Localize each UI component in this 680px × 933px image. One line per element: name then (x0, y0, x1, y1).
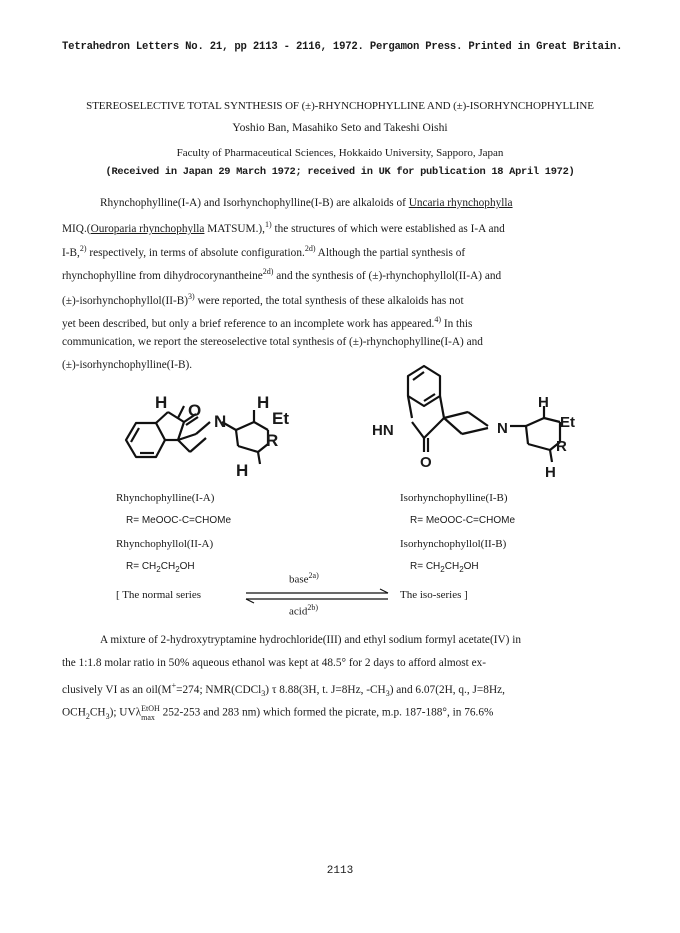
iso-hn: HN (372, 422, 394, 439)
rhyn-h-top1: H (155, 393, 168, 412)
intro-line-2: MIQ.(Ouroparia rhynchophylla MATSUM.),$^{1)}$ the structures of which were established as I-A and (62, 220, 505, 235)
body-line-3: clusively VI as an oil(M+=274; NMR(CDCl$_3$) τ 8.88(3H, t. J=8Hz, $-CH_3$) and 6.07(2H, q., J=8Hz, (62, 681, 505, 699)
body-line-1: A mixture of 2-hydroxytryptamine hydrochloride(III) and ethyl sodium formyl acetate(IV) in (100, 634, 521, 646)
intro-line-1: Rhynchophylline(I-A) and Isorhynchophylline(I-B) are alkaloids of Uncaria rhynchophylla (100, 197, 513, 209)
isorhynchophyllol-r: $R= CH_2CH_2OH$ (410, 561, 479, 574)
rhyn-et: Et (272, 409, 289, 428)
rhynchophylline-r: R= MeOOC-C=CHOMe (126, 515, 232, 526)
rhynchophyllol-label: Rhynchophyllol(II-A) (116, 538, 214, 550)
iso-h-top: H (538, 394, 549, 411)
intro-line-6: yet been described, but only a brief reference to an incomplete work has appeared.$^{4)}$ In this (62, 315, 473, 330)
arrow-bottom-label: acid$^{2b)}$ (289, 603, 318, 618)
rhynchophylline-label: Rhynchophylline(I-A) (116, 492, 215, 504)
rhyn-h-top2: H (257, 393, 270, 412)
paper-title: STEREOSELECTIVE TOTAL SYNTHESIS OF (±)-RHYNCHOPHYLLINE AND (±)-ISORHYNCHOPHYLLINE (86, 100, 594, 112)
page-number: 2113 (326, 865, 354, 877)
rhynchophyllol-r: $R= CH_2CH_2OH$ (126, 561, 195, 574)
intro-line-5: $(\pm)-isorhynchophyllol(II-B)^{3)}$ were reported, the total synthesis of these alkaloids has not (62, 292, 464, 307)
isorhynchophyllol-label: Isorhynchophyllol(II-B) (400, 538, 507, 550)
body-line-4: $OCH_2CH_3$); UVλ EtOH max 252-253 and 283 nm) which formed the picrate, m.p. 187-188°, in 76.6% (62, 704, 494, 722)
iso-series-label: The iso-series ] (400, 589, 468, 601)
iso-r: R (556, 438, 567, 455)
equilibrium-arrows (242, 588, 392, 604)
intro-line-3: I-B,$^{2)}$ respectively, in terms of absolute configuration.$^{2d)}$ Although the partial synthesis of (62, 244, 466, 259)
isorhynchophylline-r: R= MeOOC-C=CHOMe (410, 515, 516, 526)
normal-series-label: [ The normal series (116, 589, 202, 601)
intro-line-4: rhynchophylline from dihydrocorynantheine$^{2d)}$ and the synthesis of (±)-rhynchophyllol(II-A) and (62, 267, 502, 282)
rhyn-r: R (266, 431, 279, 450)
iso-et: Et (560, 414, 575, 431)
arrow-top-label: base$^{2a)}$ (289, 571, 319, 586)
intro-line-7: communication, we report the stereoselective total synthesis of (±)-rhynchophylline(I-A) and (62, 336, 483, 348)
authors: Yoshio Ban, Masahiko Seto and Takeshi Oishi (232, 121, 448, 134)
rhyn-n: N (214, 412, 227, 431)
affiliation: Faculty of Pharmaceutical Sciences, Hokkaido University, Sapporo, Japan (176, 147, 504, 159)
rhyn-o: O (188, 401, 202, 420)
intro-line-8: (±)-isorhynchophylline(I-B). (62, 359, 193, 371)
isorhynchophylline-label: Isorhynchophylline(I-B) (400, 492, 508, 504)
isorhynchophylline-structure (378, 356, 628, 466)
iso-n: N (497, 420, 508, 437)
received-dates: (Received in Japan 29 March 1972; received in UK for publication 18 April 1972) (105, 166, 575, 178)
rhyn-h-bottom: H (236, 461, 249, 480)
body-line-2: the 1:1.8 molar ratio in 50% aqueous ethanol was kept at 48.5° for 2 days to afford almost ex- (62, 657, 487, 669)
journal-header: Tetrahedron Letters No. 21, pp 2113 - 2116, 1972. Pergamon Press. Printed in Great Britain. (62, 41, 623, 53)
iso-h-bottom: H (545, 464, 556, 481)
iso-o: O (420, 454, 432, 471)
